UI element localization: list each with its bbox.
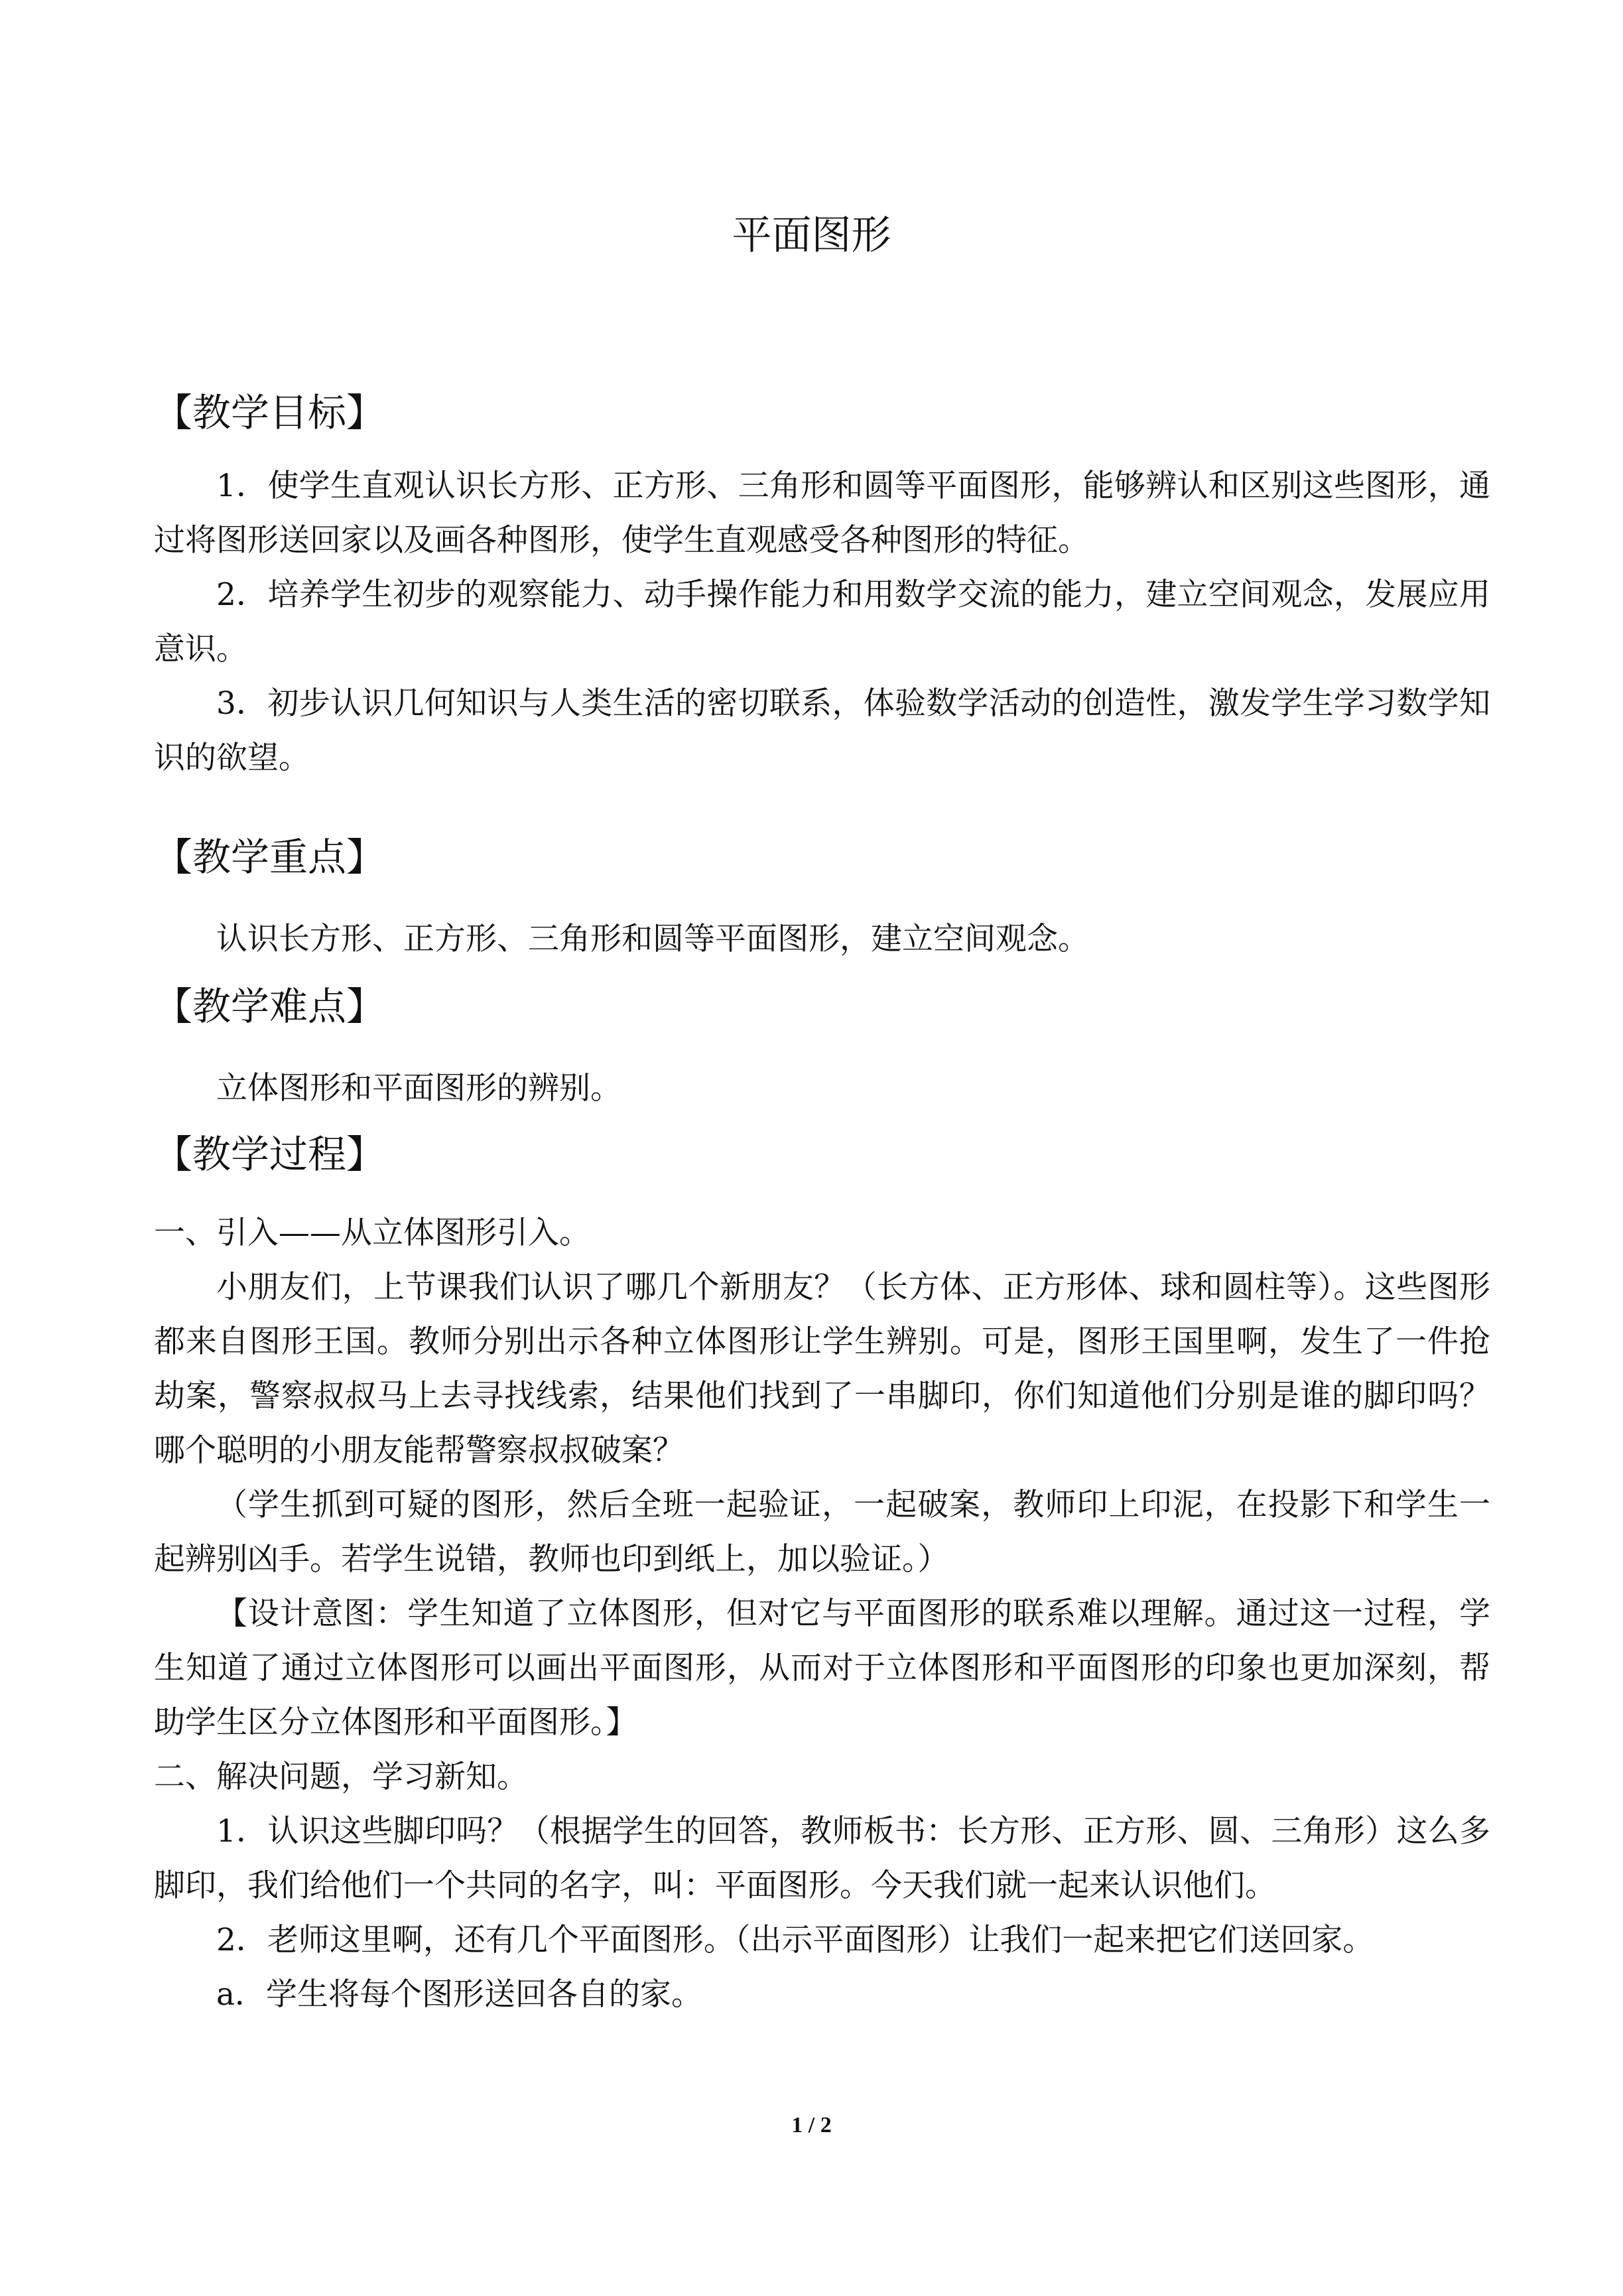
objective-item: 3．初步认识几何知识与人类生活的密切联系，体验数学活动的创造性，激发学生学习数学知识的欲望。 bbox=[154, 685, 1490, 776]
key-points-text-block bbox=[154, 912, 1490, 967]
process-part2-title: 二、解决问题，学习新知。 bbox=[154, 1759, 528, 1795]
process-part1-title: 一、引入——从立体图形引入。 bbox=[154, 1215, 590, 1251]
difficulties-text: 立体图形和平面图形的辨别。 bbox=[216, 1070, 621, 1107]
heading-process: 【教学过程】 bbox=[154, 1132, 385, 1177]
process-part1-paragraph: 小朋友们，上节课我们认识了哪几个新朋友？（长方体、正方形体、球和圆柱等）。这些图形都来自图形王国。教师分别出示各种立体图形让学生辨别。可是，图形王国里啊，发生了一件抢劫案，警察叔叔马上去寻找线索，结果他们找到了一串脚印，你们知道他们分别是谁的脚印吗？哪个聪明的小朋友能帮警察叔叔破案？ bbox=[154, 1269, 1490, 1469]
key-points-text: 认识长方形、正方形、三角形和圆等平面图形，建立空间观念。 bbox=[216, 921, 1089, 957]
heading-difficulties: 【教学难点】 bbox=[154, 984, 385, 1029]
page-number: 1 / 2 bbox=[791, 2113, 832, 2137]
difficulties-text-block bbox=[154, 1061, 1490, 1116]
objective-item: 1．使学生直观认识长方形、正方形、三角形和圆等平面图形，能够辨认和区别这些图形，通过将图形送回家以及画各种图形，使学生直观感受各种图形的特征。 bbox=[154, 468, 1490, 559]
process-part2-paragraph: a．学生将每个图形送回各自的家。 bbox=[216, 1976, 703, 2013]
document-title: 平面图形 bbox=[732, 212, 891, 259]
process-part2-paragraph: 2．老师这里啊，还有几个平面图形。（出示平面图形）让我们一起来把它们送回家。 bbox=[216, 1922, 1374, 1958]
objective-item: 2．培养学生初步的观察能力、动手操作能力和用数学交流的能力，建立空间观念，发展应用意识。 bbox=[154, 576, 1490, 667]
process-part1-note: （学生抓到可疑的图形，然后全班一起验证，一起破案，教师印上印泥，在投影下和学生一起辨别凶手。若学生说错，教师也印到纸上，加以验证。） bbox=[154, 1487, 1490, 1578]
process-design-intent: 【设计意图：学生知道了立体图形，但对它与平面图形的联系难以理解。通过这一过程，学生知道了通过立体图形可以画出平面图形，从而对于立体图形和平面图形的印象也更加深刻，帮助学生区分立体图形和平面图形。】 bbox=[154, 1595, 1490, 1741]
heading-objectives: 【教学目标】 bbox=[154, 390, 385, 435]
heading-key-points: 【教学重点】 bbox=[154, 835, 385, 880]
process-part2-paragraph: 1．认识这些脚印吗？（根据学生的回答，教师板书：长方形、正方形、圆、三角形）这么多脚印，我们给他们一个共同的名字，叫：平面图形。今天我们就一起来认识他们。 bbox=[154, 1813, 1490, 1904]
objectives-list bbox=[154, 459, 1490, 785]
process-content bbox=[154, 1206, 1490, 2022]
